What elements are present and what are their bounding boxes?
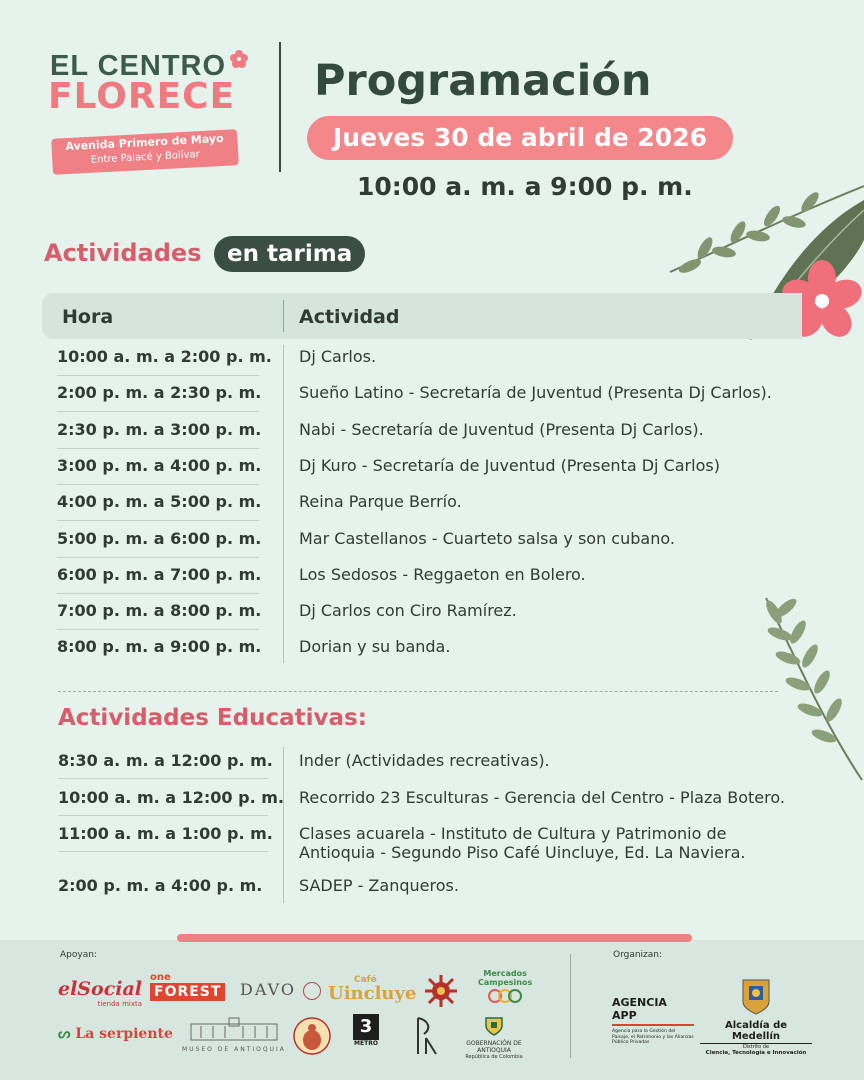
educativas-row-hora: 8:30 a. m. a 12:00 p. m.	[58, 751, 273, 770]
column-divider	[283, 345, 284, 663]
footer-apoyan-label: Apoyan:	[60, 950, 97, 960]
sponsor-oneforest-logo	[150, 972, 225, 1001]
tarima-row-actividad: Mar Castellanos - Cuarteto salsa y son cubano.	[299, 529, 675, 548]
sponsor-gobernacion-logo	[452, 1016, 536, 1060]
header-divider	[279, 42, 281, 172]
tarima-row-actividad: Sueño Latino - Secretaría de Juventud (Presenta Dj Carlos).	[299, 383, 772, 402]
metro-icon: 3	[353, 1014, 379, 1040]
sponsor-mercados-campesinos-logo	[478, 970, 532, 1006]
column-header-actividad: Actividad	[299, 306, 400, 328]
metro-text: METRO	[354, 1040, 378, 1047]
row-separator	[57, 557, 259, 558]
elsocial-text: elSocial	[58, 978, 143, 1000]
sponsor-davo-logo	[240, 980, 321, 1000]
oneforest-text-a: one	[150, 972, 171, 983]
column-header-hora: Hora	[62, 306, 114, 328]
sponsor-metro-logo	[352, 1014, 380, 1047]
logo-flower-icon	[230, 50, 248, 68]
logo-line1: EL CENTRO	[50, 50, 227, 82]
sponsor-cafe-uincluye-logo	[328, 976, 416, 1003]
row-separator	[58, 851, 268, 852]
row-separator	[58, 778, 268, 779]
section-tarima-badge: en tarima	[214, 236, 365, 272]
tarima-row-hora: 8:00 p. m. a 9:00 p. m.	[57, 637, 262, 656]
tarima-row-hora: 5:00 p. m. a 6:00 p. m.	[57, 529, 262, 548]
logo-ribbon-line2: Entre Palacé y Bolívar	[90, 149, 201, 166]
tarima-row-actividad: Dj Carlos con Ciro Ramírez.	[299, 601, 517, 620]
museo-text: MUSEO DE ANTIOQUIA	[182, 1046, 286, 1053]
logo-line2: FLORECE	[48, 76, 236, 117]
row-separator	[57, 484, 259, 485]
tarima-row-actividad: Reina Parque Berrío.	[299, 492, 462, 511]
alcaldia-subtitle2: Ciencia, Tecnología e Innovación	[705, 1050, 807, 1056]
tarima-row-actividad: Dorian y su banda.	[299, 637, 451, 656]
row-separator	[57, 411, 259, 412]
agencia-app-title: AGENCIA APP	[612, 996, 694, 1026]
agencia-app-subtitle: Agencia para la Gestión del Paisaje, el Patrimonio y las Alianzas Público Privadas	[612, 1029, 694, 1046]
table-header	[42, 293, 802, 339]
sponsor-museo-antioquia-logo	[182, 1016, 286, 1053]
section-divider	[58, 691, 778, 692]
sponsor-laserpiente-logo	[58, 1026, 173, 1042]
logo-ribbon-line1: Avenida Primero de Mayo	[65, 131, 224, 154]
alcaldia-shield-icon	[741, 976, 771, 1016]
mercados-text-b: Campesinos	[478, 977, 533, 987]
mercados-rings-icon	[485, 988, 525, 1004]
sponsor-icpa-logo-icon	[404, 1014, 444, 1058]
alcaldia-subtitle1: Distrito de	[742, 1044, 770, 1050]
tarima-row-hora: 4:00 p. m. a 5:00 p. m.	[57, 492, 262, 511]
museo-building-icon	[189, 1016, 279, 1042]
educativas-row-actividad: Inder (Actividades recreativas).	[299, 751, 550, 770]
branch-decoration-right	[752, 590, 864, 790]
tarima-row-actividad: Dj Carlos.	[299, 347, 377, 366]
davo-text: DAVO	[240, 980, 296, 999]
mercados-text-a: Mercados	[483, 969, 527, 978]
tarima-row-hora: 6:00 p. m. a 7:00 p. m.	[57, 565, 262, 584]
oneforest-text-b: FOREST	[150, 983, 225, 1001]
cafe-text-a: Café	[354, 975, 377, 985]
sponsor-elsocial-logo	[58, 978, 142, 1008]
row-separator	[58, 815, 268, 816]
alcaldia-medellin-logo	[700, 976, 812, 1056]
educativas-row-hora: 11:00 a. m. a 1:00 p. m.	[58, 824, 273, 843]
sponsor-plaza-botero-logo-icon	[292, 1016, 332, 1056]
educativas-row-actividad: SADEP - Zanqueros.	[299, 876, 459, 895]
educativas-row-actividad-line2: Antioquia - Segundo Piso Café Uincluye, Ed. La Naviera.	[299, 843, 746, 862]
laserpiente-text: La serpiente	[75, 1026, 173, 1042]
educativas-row-actividad: Clases acuarela - Instituto de Cultura y Patrimonio de	[299, 824, 727, 843]
laserpiente-icon: ᔕ	[58, 1026, 71, 1042]
sponsor-sun-logo-icon	[424, 974, 458, 1008]
date-badge: Jueves 30 de abril de 2026	[307, 116, 733, 160]
row-separator	[57, 520, 259, 521]
tarima-row-actividad: Nabi - Secretaría de Juventud (Presenta Dj Carlos).	[299, 420, 704, 439]
column-divider	[283, 747, 284, 903]
tarima-row-hora: 2:00 p. m. a 2:30 p. m.	[57, 383, 262, 402]
agencia-app-logo	[612, 996, 694, 1046]
section-tarima-title: Actividades	[44, 239, 202, 267]
section-educativas-title: Actividades Educativas:	[58, 705, 367, 731]
row-separator	[57, 448, 259, 449]
gobernacion-shield-icon	[484, 1016, 504, 1036]
event-time: 10:00 a. m. a 9:00 p. m.	[357, 172, 693, 201]
educativas-row-hora: 2:00 p. m. a 4:00 p. m.	[58, 876, 263, 895]
row-separator	[57, 375, 259, 376]
tarima-row-hora: 3:00 p. m. a 4:00 p. m.	[57, 456, 262, 475]
davo-icon	[303, 982, 321, 1000]
tarima-row-hora: 7:00 p. m. a 8:00 p. m.	[57, 601, 262, 620]
row-separator	[57, 593, 259, 594]
alcaldia-title: Alcaldía de Medellín	[700, 1020, 812, 1044]
row-separator	[57, 629, 259, 630]
footer-organizan-label: Organizan:	[613, 950, 663, 960]
logo-ribbon	[51, 129, 239, 175]
tarima-row-hora: 10:00 a. m. a 2:00 p. m.	[57, 347, 272, 366]
gobernacion-text-a: GOBERNACIÓN DE ANTIOQUIA	[466, 1040, 522, 1054]
gobernacion-text-b: República de Colombia	[465, 1054, 523, 1060]
tarima-row-hora: 2:30 p. m. a 3:00 p. m.	[57, 420, 262, 439]
footer-accent-bar	[177, 934, 692, 942]
footer-divider	[570, 954, 571, 1058]
page-title: Programación	[314, 56, 652, 106]
educativas-row-actividad: Recorrido 23 Esculturas - Gerencia del Centro - Plaza Botero.	[299, 788, 785, 807]
tarima-row-actividad: Los Sedosos - Reggaeton en Bolero.	[299, 565, 586, 584]
column-divider	[283, 300, 284, 332]
educativas-row-hora: 10:00 a. m. a 12:00 p. m.	[58, 788, 284, 807]
elsocial-subtext: tienda mixta	[97, 1000, 143, 1008]
cafe-text-b: Uincluye	[328, 983, 417, 1004]
tarima-row-actividad: Dj Kuro - Secretaría de Juventud (Presenta Dj Carlos)	[299, 456, 720, 475]
